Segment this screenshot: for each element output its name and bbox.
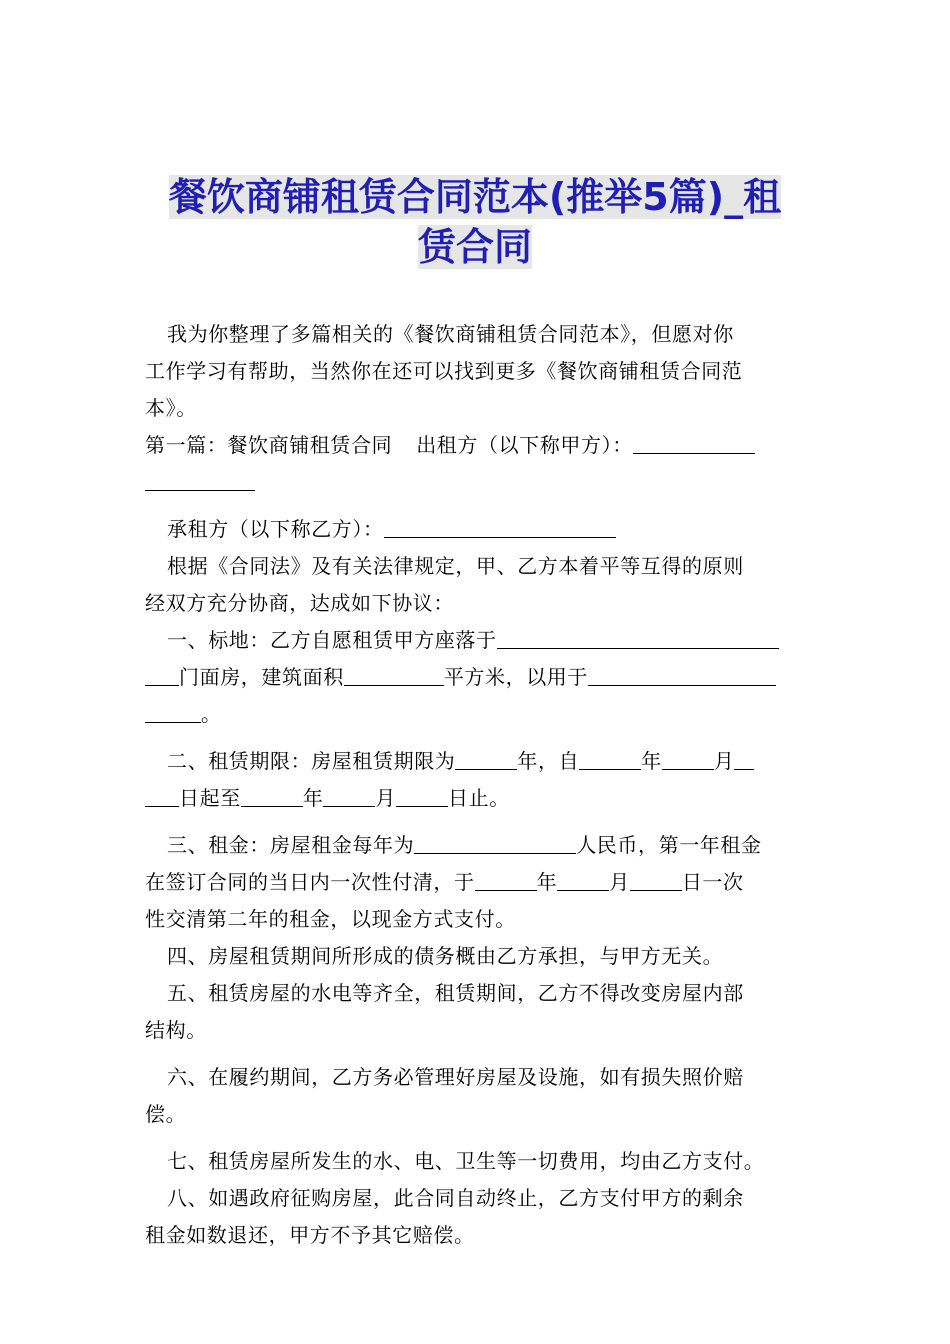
clause1-area-blank bbox=[344, 663, 444, 686]
clause3-year-blank bbox=[475, 868, 537, 891]
spacer bbox=[145, 733, 810, 743]
lessor-blank-continued bbox=[145, 468, 255, 491]
clause2-text-g: 月 bbox=[375, 786, 397, 810]
intro-paragraph-line-1: 我为你整理了多篇相关的《餐饮商铺租赁合同范本》，但愿对你 bbox=[167, 322, 734, 346]
clause5-line-1: 五、租赁房屋的水电等齐全，租赁期间，乙方不得改变房屋内部 bbox=[167, 981, 744, 1005]
clause2-text-b: 年，自 bbox=[517, 749, 580, 773]
lessor-label: 出租方（以下称甲方）： bbox=[416, 433, 633, 457]
clause6-line-2: 偿。 bbox=[145, 1102, 187, 1126]
clause3-line-1 bbox=[145, 827, 810, 864]
clause1-line-2 bbox=[145, 659, 810, 696]
clause1-text-c: 平方米，以用于 bbox=[443, 665, 589, 689]
lessee-label: 承租方（以下称乙方）： bbox=[167, 517, 384, 541]
clause3-rent-blank bbox=[414, 831, 576, 854]
clause3-text-d: 年 bbox=[536, 870, 558, 894]
lessor-blank-continuation-line bbox=[145, 464, 810, 501]
clause8-line-1: 八、如遇政府征购房屋，此合同自动终止，乙方支付甲方的剩余 bbox=[167, 1186, 744, 1210]
clause3-text-f: 日一次 bbox=[681, 870, 744, 894]
clause1-usage-blank-continued bbox=[145, 700, 201, 723]
clause2-text-h: 日止。 bbox=[448, 786, 510, 810]
clause4-line: 四、房屋租赁期间所形成的债务概由乙方承担，与甲方无关。 bbox=[167, 944, 724, 968]
clause2-end-month-blank bbox=[323, 784, 375, 807]
clause2-text-f: 年 bbox=[302, 786, 324, 810]
clause2-text-a: 二、租赁期限：房屋租赁期限为 bbox=[167, 749, 456, 773]
clause5-line-2: 结构。 bbox=[145, 1018, 207, 1042]
intro-paragraph-line-2: 工作学习有帮助，当然你在还可以找到更多《餐饮商铺租赁合同范 bbox=[145, 359, 743, 383]
clause1-text-a: 一、标地：乙方自愿租赁甲方座落于 bbox=[167, 628, 497, 652]
clause8-line-2: 租金如数退还，甲方不予其它赔偿。 bbox=[145, 1223, 475, 1247]
clause2-text-c: 年 bbox=[641, 749, 662, 773]
section1-heading-line bbox=[145, 427, 810, 464]
clause2-text-e: 日起至 bbox=[179, 786, 241, 810]
clause2-years-blank bbox=[455, 747, 517, 770]
clause2-line-2 bbox=[145, 780, 810, 817]
clause1-location-blank bbox=[497, 626, 779, 649]
clause3-line-2 bbox=[145, 864, 810, 901]
intro-paragraph-line-3: 本》。 bbox=[145, 396, 197, 420]
clause3-text-c: 在签订合同的当日内一次性付清，于 bbox=[145, 870, 475, 894]
basis-line-2: 经双方充分协商，达成如下协议： bbox=[145, 591, 454, 615]
clause3-month-blank bbox=[557, 868, 609, 891]
section1-heading: 第一篇：餐饮商铺租赁合同 bbox=[145, 433, 393, 457]
clause2-end-day-blank bbox=[396, 784, 448, 807]
spacer bbox=[145, 1133, 810, 1143]
lessor-blank bbox=[633, 431, 755, 454]
title-line-2: 赁合同 bbox=[417, 225, 532, 269]
clause3-day-blank bbox=[630, 868, 682, 891]
clause3-line-3: 性交清第二年的租金，以现金方式支付。 bbox=[145, 907, 516, 931]
clause7-line: 七、租赁房屋所发生的水、电、卫生等一切费用，均由乙方支付。 bbox=[167, 1149, 765, 1173]
clause1-usage-blank bbox=[588, 663, 776, 686]
clause3-text-b: 人民币，第一年租金 bbox=[576, 833, 762, 857]
clause6-line-1: 六、在履约期间，乙方务必管理好房屋及设施，如有损失照价赔 bbox=[167, 1065, 744, 1089]
clause2-start-month-blank bbox=[662, 747, 714, 770]
lessee-line bbox=[145, 511, 810, 548]
spacer bbox=[145, 817, 810, 827]
clause2-end-year-blank bbox=[241, 784, 303, 807]
spacer bbox=[145, 501, 810, 511]
clause3-text-e: 月 bbox=[609, 870, 630, 894]
document-title bbox=[120, 172, 830, 272]
clause1-text-d: 。 bbox=[201, 702, 222, 726]
clause2-text-d: 月 bbox=[713, 749, 735, 773]
clause2-start-day-blank bbox=[734, 747, 754, 770]
clause3-text-a: 三、租金：房屋租金每年为 bbox=[167, 833, 415, 857]
document-body bbox=[145, 316, 810, 1254]
basis-line-1: 根据《合同法》及有关法律规定，甲、乙方本着平等互得的原则 bbox=[167, 554, 744, 578]
spacer bbox=[145, 1049, 810, 1059]
clause1-location-blank-continued bbox=[145, 663, 179, 686]
clause1-line-3 bbox=[145, 696, 810, 733]
clause1-line-1 bbox=[145, 622, 810, 659]
clause2-line-1 bbox=[145, 743, 810, 780]
clause1-text-b: 门面房，建筑面积 bbox=[179, 665, 344, 689]
clause2-start-year-blank bbox=[579, 747, 641, 770]
lessee-blank bbox=[384, 515, 616, 538]
clause2-start-day-blank-continued bbox=[145, 784, 179, 807]
title-line-1: 餐饮商铺租赁合同范本(推举5篇)_租 bbox=[168, 175, 782, 219]
